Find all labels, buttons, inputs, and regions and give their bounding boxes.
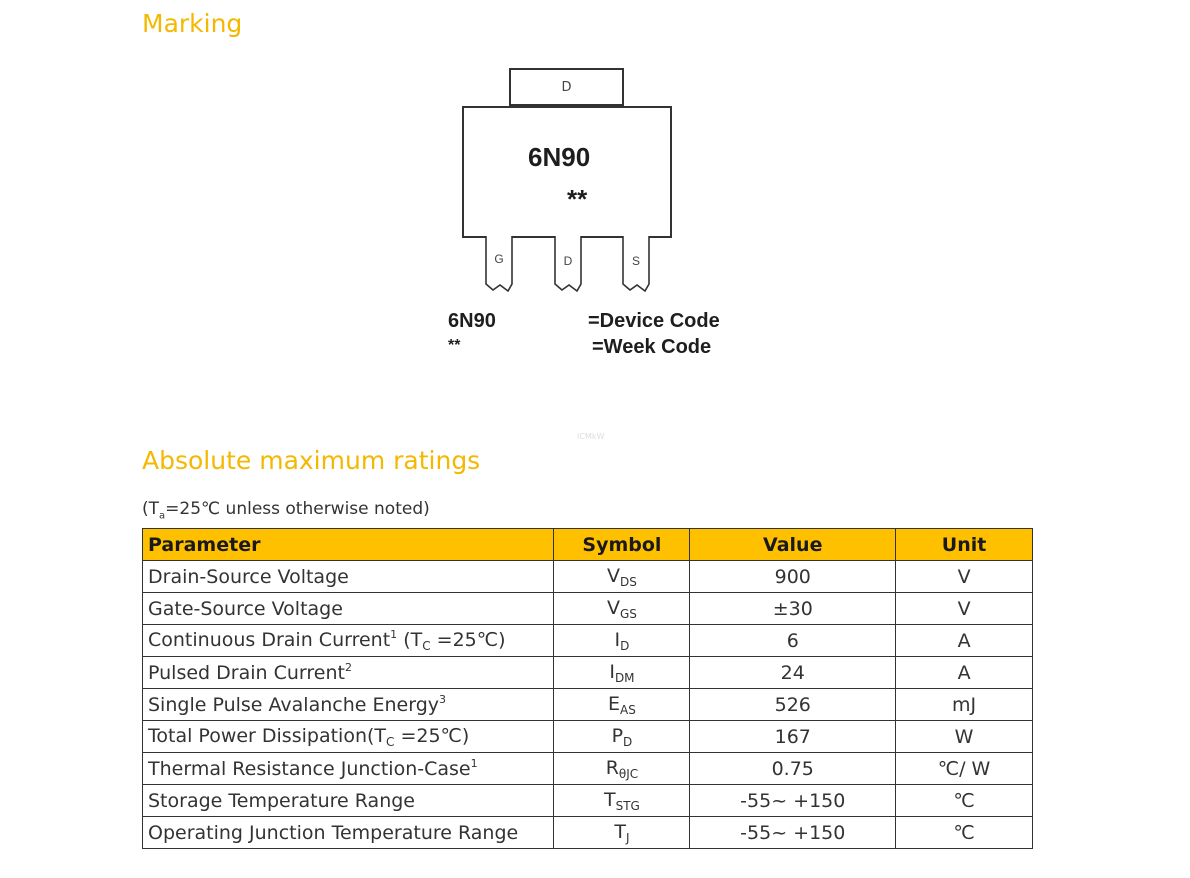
cell-symbol: $I_D$ bbox=[554, 625, 690, 657]
cell-value: 6 bbox=[690, 625, 896, 657]
cell-value: -55~ +150 bbox=[690, 817, 896, 849]
cell-parameter: Drain-Source Voltage bbox=[143, 561, 554, 593]
cell-value: 0.75 bbox=[690, 753, 896, 785]
cell-symbol: $E_{AS}$ bbox=[554, 689, 690, 721]
watermark: ICMkW bbox=[577, 432, 605, 441]
header-value: Value bbox=[690, 529, 896, 561]
ratings-table bbox=[142, 528, 1033, 849]
cell-symbol: $T_J$ bbox=[554, 817, 690, 849]
legend-device-code: 6N90 bbox=[448, 310, 496, 332]
cell-unit: V bbox=[896, 593, 1033, 625]
package-week-code: ** bbox=[567, 184, 588, 214]
cell-parameter: Gate-Source Voltage bbox=[143, 593, 554, 625]
cell-value: 526 bbox=[690, 689, 896, 721]
table-row bbox=[143, 593, 1033, 625]
legend-week-code: ** bbox=[448, 337, 461, 354]
pin-d bbox=[553, 236, 583, 292]
cell-value: 167 bbox=[690, 721, 896, 753]
pin-s-label: S bbox=[631, 254, 641, 268]
cell-unit: mJ bbox=[896, 689, 1033, 721]
package-device-code: 6N90 bbox=[528, 142, 591, 172]
package-tab bbox=[509, 68, 624, 106]
pin-g-label: G bbox=[494, 252, 504, 266]
header-parameter: Parameter bbox=[143, 529, 554, 561]
cell-value: 24 bbox=[690, 657, 896, 689]
cell-symbol: $I_{DM}$ bbox=[554, 657, 690, 689]
pin-d-label: D bbox=[563, 254, 573, 268]
cell-parameter: Operating Junction Temperature Range bbox=[143, 817, 554, 849]
cell-symbol: $P_D$ bbox=[554, 721, 690, 753]
conditions-note: ($T_a=25℃$ unless otherwise noted) bbox=[142, 499, 430, 522]
cell-symbol: $V_{GS}$ bbox=[554, 593, 690, 625]
table-row bbox=[143, 753, 1033, 785]
header-symbol: Symbol bbox=[554, 529, 690, 561]
table-row bbox=[143, 689, 1033, 721]
cell-unit: ℃ bbox=[896, 817, 1033, 849]
marking-section-title: Marking bbox=[142, 9, 243, 38]
table-row bbox=[143, 721, 1033, 753]
table-header-row bbox=[143, 529, 1033, 561]
legend-week-code-desc: =Week Code bbox=[592, 336, 712, 358]
cell-symbol: $T_{STG}$ bbox=[554, 785, 690, 817]
table-row bbox=[143, 561, 1033, 593]
legend-device-code-desc: =Device Code bbox=[588, 310, 720, 332]
cell-unit: A bbox=[896, 625, 1033, 657]
table-row bbox=[143, 785, 1033, 817]
cell-symbol: $R_{\theta JC}$ bbox=[554, 753, 690, 785]
cell-value: -55~ +150 bbox=[690, 785, 896, 817]
cell-value: 900 bbox=[690, 561, 896, 593]
cell-parameter: Thermal Resistance Junction-Case$^1$ bbox=[143, 753, 554, 785]
cell-parameter: Storage Temperature Range bbox=[143, 785, 554, 817]
pin-g bbox=[484, 236, 514, 292]
header-unit: Unit bbox=[896, 529, 1033, 561]
package-tab-label: D bbox=[561, 80, 572, 95]
cell-value: ±30 bbox=[690, 593, 896, 625]
ratings-section-title: Absolute maximum ratings bbox=[142, 446, 481, 475]
cell-unit: A bbox=[896, 657, 1033, 689]
cell-unit: ℃/ W bbox=[896, 753, 1033, 785]
cell-parameter: Single Pulse Avalanche Energy$^3$ bbox=[143, 689, 554, 721]
cell-parameter: Total Power $Dissipation(T_C$ =25℃) bbox=[143, 721, 554, 753]
pin-s bbox=[621, 236, 651, 292]
table-row bbox=[143, 657, 1033, 689]
cell-unit: ℃ bbox=[896, 785, 1033, 817]
table-row bbox=[143, 817, 1033, 849]
table-row bbox=[143, 625, 1033, 657]
cell-symbol: $V_{DS}$ bbox=[554, 561, 690, 593]
cell-parameter: Continuous Drain Current$^1$ ($T_C$ =25℃) bbox=[143, 625, 554, 657]
cell-unit: W bbox=[896, 721, 1033, 753]
cell-unit: V bbox=[896, 561, 1033, 593]
cell-parameter: Pulsed Drain Current$^2$ bbox=[143, 657, 554, 689]
